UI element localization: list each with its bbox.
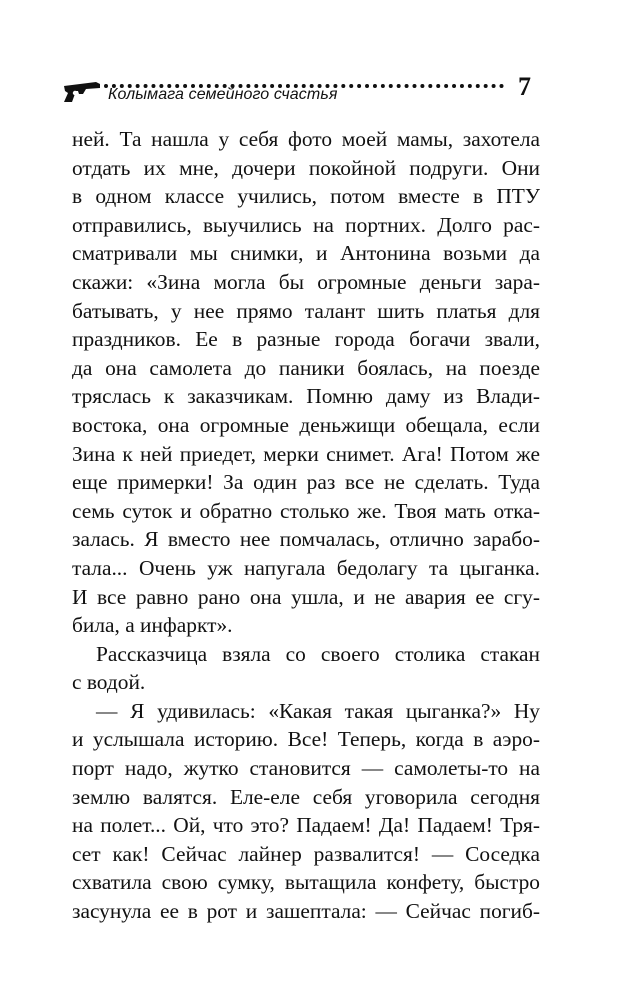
text-line: сматривали мы снимки, и Антонина возьми да: [72, 241, 540, 266]
text-line: отдать их мне, дочери покойной подруги. Они: [72, 155, 540, 180]
running-header: [62, 72, 534, 116]
body-text: [72, 125, 540, 926]
text-line: засунула ее в рот и зашептала: — Сейчас погиб-: [72, 899, 540, 924]
text-line: залась. Я вместо нее помчалась, отлично зарабо-: [72, 527, 540, 552]
text-line: востока, она огромные деньжищи обещала, если: [72, 412, 540, 437]
text-line: праздников. Ее в разные города богачи звали,: [72, 327, 540, 352]
text-line: — Я удивилась: «Какая такая цыганка?» Ну: [96, 698, 540, 723]
text-line: семь суток и обратно столько же. Твоя мать отка-: [72, 498, 540, 523]
text-line: тала... Очень уж напугала бедолагу та цыганка.: [72, 555, 540, 580]
text-line: землю валятся. Еле-еле себя уговорила сегодня: [72, 784, 540, 809]
text-line: И все равно рано она ушла, и не авария ее сгу-: [72, 584, 540, 609]
text-line: скажи: «Зина могла бы огромные деньги зара-: [72, 269, 540, 294]
text-line: била, а инфаркт».: [72, 613, 233, 638]
text-line: схватила свою сумку, вытащила конфету, быстро: [72, 870, 540, 895]
text-line: в одном классе учились, потом вместе в ПТУ: [72, 184, 540, 209]
text-line: еще примерки! За один раз все не сделать. Туда: [72, 470, 540, 495]
text-line: и услышала историю. Все! Теперь, когда в аэро-: [72, 727, 540, 752]
text-line: батывать, у нее прямо талант шить платья для: [72, 298, 540, 323]
text-line: Рассказчица взяла со своего столика стакан: [96, 641, 540, 666]
running-title: Колымага семейного счастья: [108, 86, 338, 103]
text-line: ней. Та нашла у себя фото моей мамы, захотела: [72, 127, 540, 151]
revolver-icon: [62, 78, 104, 106]
text-line: да она самолета до паники боялась, на поезде: [72, 355, 540, 380]
text-line: с водой.: [72, 670, 146, 695]
page-number: 7: [518, 72, 531, 101]
text-line: порт надо, жутко становится — самолеты-то на: [72, 756, 540, 781]
text-line: отправились, выучились на портних. Долго рас-: [72, 212, 540, 237]
text-line: тряслась к заказчикам. Помню даму из Влади-: [72, 384, 540, 409]
text-line: на полет... Ой, что это? Падаем! Да! Падаем! Тря-: [72, 813, 540, 838]
text-line: Зина к ней приедет, мерки снимет. Ага! Потом же: [72, 441, 540, 466]
text-line: сет как! Сейчас лайнер развалится! — Соседка: [72, 841, 540, 866]
